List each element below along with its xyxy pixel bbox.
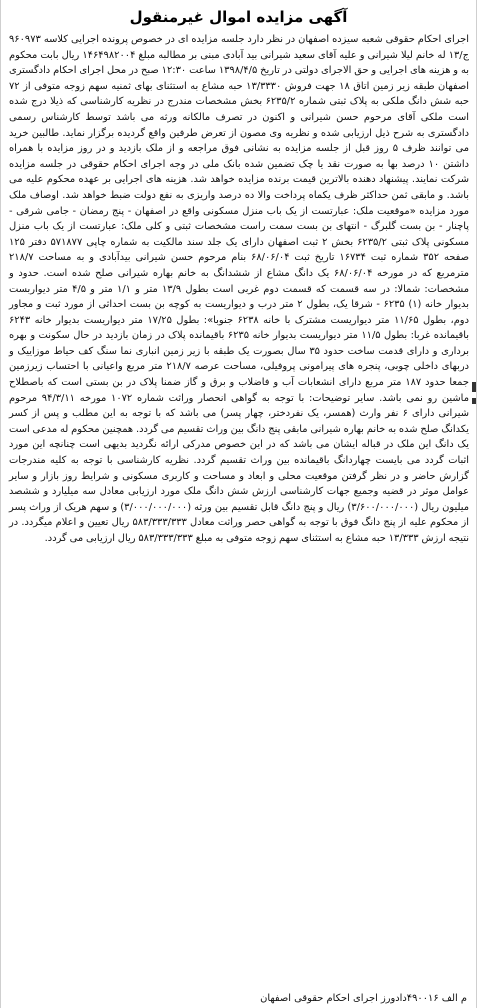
notice-signature: م الف ۴۹۰۰۱۶دادورز اجرای احکام حقوقی اصفهان — [260, 993, 467, 1004]
right-edge-mark-lower — [472, 398, 476, 404]
notice-title: آگهی مزایده اموال غیرمنقول — [129, 8, 348, 26]
notice-body — [1, 32, 476, 1007]
right-edge-mark — [472, 382, 476, 392]
notice-body-text: اجرای احکام حقوقی شعبه سیزده اصفهان در نظر دارد جلسه مزایده ای در خصوص پرونده اجرایی کلاسه ۹۶۰۹۷۳ ج/۱۳ له خانم لیلا شیرانی و علیه آقای سعید شیرانی بید آبادی مبنی بر مطالبه مبلغ ۱۴۶۴۹۸۲۰۰۴ ریال بابت محکوم به و هزینه های اجرایی و حق الاجرای دولتی در تاریخ ۱۳۹۸/۴/۵ ساعت ۱۲:۳۰ صبح در محل اجرای احکام دادگستری اصفهان طبقه زیر زمین اتاق ۱۸ جهت فروش ۱۳/۳۳۳۰ حبه مشاع به استثنای بهای ثمنیه سهم زوجه متوفی از ۷۲ حبه شش دانگ ملکی به پلاک ثبتی شماره ۶۲۳۵/۲ بخش مشخصات مندرج در نظریه کارشناسی که ذیلا درج شده است ملکی آقای مرحوم حسن شیرانی و اکنون در تصرف مالکانه ورثه می باشد توسط کارشناس رسمی دادگستری به شرح ذیل ارزیابی شده و نظریه وی مصون از تعرض طرفین واقع گردیده برگزار نماید. طالبین خرید می توانند ظرف ۵ روز قبل از جلسه مزایده به نشانی فوق مراجعه و از ملک بازدید و در روز مزایده با همراه داشتن ۱۰ درصد بها به صورت نقد یا چک تضمین شده بانک ملی در وجه اجرای احکام حقوقی در جلسه مزایده شرکت نمایند. پیشنهاد دهنده بالاترین قیمت برنده مزایده خواهد شد. هزینه های اجرایی بر عهده محکوم علیه می باشد. و مابقی ثمن حداکثر ظرف یکماه پرداخت والا ده درصد واریزی به نفع دولت ضبط خواهد شد. اوصاف ملک مورد مزایده «موقعیت ملک: عبارتست از یک باب منزل مسکونی واقع در اصفهان - پنج رمضان - جامی شرقی - پاچنار - بن بست گلبرگ - انتهای بن بست سمت راست مشخصات ثبتی و کلی ملک: عبارتست از یک باب منزل مسکونی پلاک ثبتی ۶۲۳۵/۲ بخش ۲ ثبت اصفهان دارای یک جلد سند مالکیت به شماره چاپی ۵۷۱۸۷۷ دفتر ۱۲۵ صفحه ۳۵۲ شماره ثبت ۱۶۷۳۴ تاریخ ثبت ۶۸/۰۶/۰۴ بنام مرحوم حسن شیرانی بیدآبادی و به مساحت ۲۱۸/۷ مترمربع که در مورخه ۶۸/۰۶/۰۴ یک دانگ مشاع از ششدانگ به خانم بهاره شیرانی صلح شده است. حدود و مشخصات: شمالا: در سه قسمت که قسمت دوم غربی است بطول ۱۳/۹ متر و ۱/۱ متر و ۴/۵ متر دیواربست بدیوار خانه (۱) ۶۲۳۵ - شرقا یک، بطول ۲ متر درب و دیواریست به کوچه بن بست احداثی از مورد ثبت و مجاور دوم، بطول ۱۱/۶۵ متر دیواریست مشترک با خانه ۶۲۳۸ جنوبا»: بطول ۱۷/۲۵ متر دیواریست بدیوار خانه ۶۲۴۳ باقیمانده غربا: بطول ۱۱/۵ متر دیواریست بدیوار خانه ۶۲۳۵ باقیمانده پلاک در زمان بازدید در حال سکونت و بهره برداری و دارای قدمت ساخت حدود ۳۵ سال بصورت یک طبقه با زیر زمین انباری نما سنگ کف حیاط موزاییک و دربهای داخلی چوبی، پنجره های پیرامونی پروفیلی، مساحت عرصه ۲۱۸/۷ متر مربع واعیانی با احتساب زیرزمین جمعا حدود ۱۸۷ متر مربع دارای انشعابات آب و فاضلاب و برق و گاز ضمنا پلاک در بن بستی است که باصطلاح ماشین رو نمی باشد. سایر توضیحات: با توجه به گواهی انحصار وراثت شماره ۱۰۷۲ مورخه ۹۴/۳/۱۱ مرحوم شیرانی دارای ۶ نفر وارث (همسر، یک نفردختر، چهار پسر) می باشد که با توجه به این مطلب و پس از کسر یکدانگ صلح شده به خانم بهاره شیرانی مابقی پنج دانگ بین وراث تقسیم می گردد. همچنین محکوم له مدعی است یک دانگ این ملک در قباله ایشان می باشد که در این خصوص مدرکی ارائه نگردید بدیهی است چنانچه این مورد اثبات گردد می بایست چهاردانگ باقیمانده بین وراث تقسیم گردد. نظریه کارشناسی با توجه به کلیه مندرجات گزارش حاضر و در نظر گرفتن موقعیت محلی و ابعاد و مساحت و کاربری مسکونی و شرایط روز بازار و سایر عوامل موثر در قضیه وجمیع جهات کارشناسی ارزش شش دانگ ملک مورد ارزیابی معادل سه میلیارد و ششصد میلیون ریال (۳/۶۰۰/۰۰۰/۰۰۰) ریال و پنج دانگ قابل تقسیم بین ورثه (۳/۰۰۰/۰۰۰/۰۰۰) و سهم هریک از وراث پسر از محکوم علیه از پنج دانگ فوق با توجه به گواهی حصر وراثت معادل ۵۸۳/۳۳۳/۳۳۳ ریال تعیین و اعلام میگردد. در نتیجه ارزش ۱۳/۳۳۳ حبه مشاع به استثنای سهم زوجه متوفی به مبلغ ۵۸۳/۳۳۳/۳۳۳ ریال ارزیابی می گردد. — [9, 34, 470, 544]
